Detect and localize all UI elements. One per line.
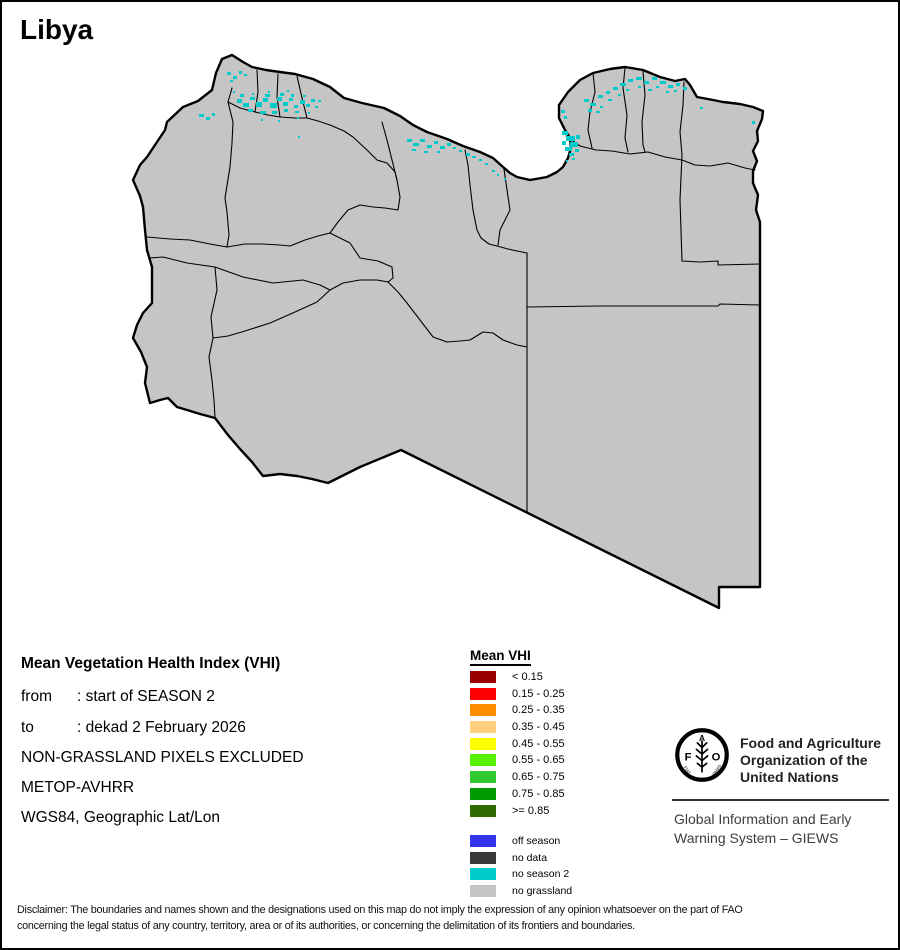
- fao-divider: [672, 799, 889, 801]
- legend-row: [470, 885, 572, 897]
- fao-org-line3: United Nations: [740, 769, 839, 785]
- legend-row: [470, 688, 565, 700]
- legend-label: < 0.15: [512, 671, 543, 683]
- legend-swatch: [470, 704, 496, 716]
- legend-label: 0.15 - 0.25: [512, 687, 565, 700]
- legend-swatch: [470, 852, 496, 864]
- svg-text:FIAT: FIAT: [682, 764, 692, 776]
- legend-vhi-classes: [470, 671, 565, 821]
- legend-label: off season: [512, 835, 561, 847]
- legend-label: 0.65 - 0.75: [512, 771, 565, 784]
- legend-row: [470, 835, 572, 847]
- legend-row: [470, 788, 565, 800]
- legend-status-classes: [470, 835, 572, 902]
- country-shape: [133, 55, 763, 608]
- legend-row: [470, 671, 565, 683]
- legend-swatch: [470, 688, 496, 700]
- legend-swatch: [470, 671, 496, 683]
- legend-label: 0.55 - 0.65: [512, 754, 565, 767]
- legend-swatch: [470, 835, 496, 847]
- legend-row: [470, 805, 565, 817]
- legend-row: [470, 868, 572, 880]
- svg-text:PANIS: PANIS: [711, 763, 723, 777]
- legend-swatch: [470, 721, 496, 733]
- disclaimer-line1: Disclaimer: The boundaries and names shown and the designations used on this map do not imply the expression of any opinion whatsoever on the part of FAO: [17, 904, 743, 916]
- info-row-to-value: : dekad 2 February 2026: [77, 719, 246, 736]
- giews-line1: Global Information and Early: [674, 811, 852, 827]
- legend-row: [470, 721, 565, 733]
- fao-org-name: [740, 735, 881, 786]
- legend-label: >= 0.85: [512, 804, 550, 817]
- info-row-from-value: : start of SEASON 2: [77, 688, 215, 705]
- legend-swatch: [470, 885, 496, 897]
- legend-label: no grassland: [512, 885, 573, 898]
- fao-org-line2: Organization of the: [740, 752, 868, 768]
- info-heading: Mean Vegetation Health Index (VHI): [21, 655, 281, 672]
- legend-row: [470, 852, 572, 864]
- legend-swatch: [470, 738, 496, 750]
- page-title: Libya: [20, 14, 94, 45]
- disclaimer-line2: concerning the legal status of any country, territory, area or of its authorities, or concerning the delimitation of its frontiers and boundaries.: [17, 920, 635, 932]
- legend-row: [470, 771, 565, 783]
- legend-label: 0.45 - 0.55: [512, 737, 565, 750]
- info-line-sensor: METOP-AVHRR: [21, 779, 135, 796]
- fao-org-line1: Food and Agriculture: [740, 735, 882, 751]
- legend-swatch: [470, 788, 496, 800]
- svg-text:A: A: [698, 733, 706, 743]
- giews-name: [674, 810, 851, 848]
- legend-label: 0.35 - 0.45: [512, 721, 565, 734]
- legend-label: 0.75 - 0.85: [512, 787, 565, 800]
- info-row-from-label: from: [21, 688, 52, 705]
- legend-row: [470, 738, 565, 750]
- info-row-from: [21, 688, 215, 706]
- legend-swatch: [470, 771, 496, 783]
- fao-logo-icon: [674, 727, 730, 783]
- giews-line2: Warning System – GIEWS: [674, 830, 839, 846]
- legend-swatch: [470, 868, 496, 880]
- legend-title: Mean VHI: [470, 648, 531, 666]
- legend-row: [470, 704, 565, 716]
- info-line-projection: WGS84, Geographic Lat/Lon: [21, 809, 221, 826]
- svg-text:O: O: [711, 751, 721, 764]
- info-row-to-label: to: [21, 719, 34, 736]
- svg-text:F: F: [684, 751, 692, 764]
- legend-row: [470, 754, 565, 766]
- info-line-pixels-excluded: NON-GRASSLAND PIXELS EXCLUDED: [21, 749, 304, 766]
- info-row-to: [21, 719, 246, 737]
- legend-swatch: [470, 754, 496, 766]
- legend-label: no season 2: [512, 868, 570, 881]
- legend-label: no data: [512, 851, 548, 864]
- legend-label: 0.25 - 0.35: [512, 704, 565, 717]
- legend-swatch: [470, 805, 496, 817]
